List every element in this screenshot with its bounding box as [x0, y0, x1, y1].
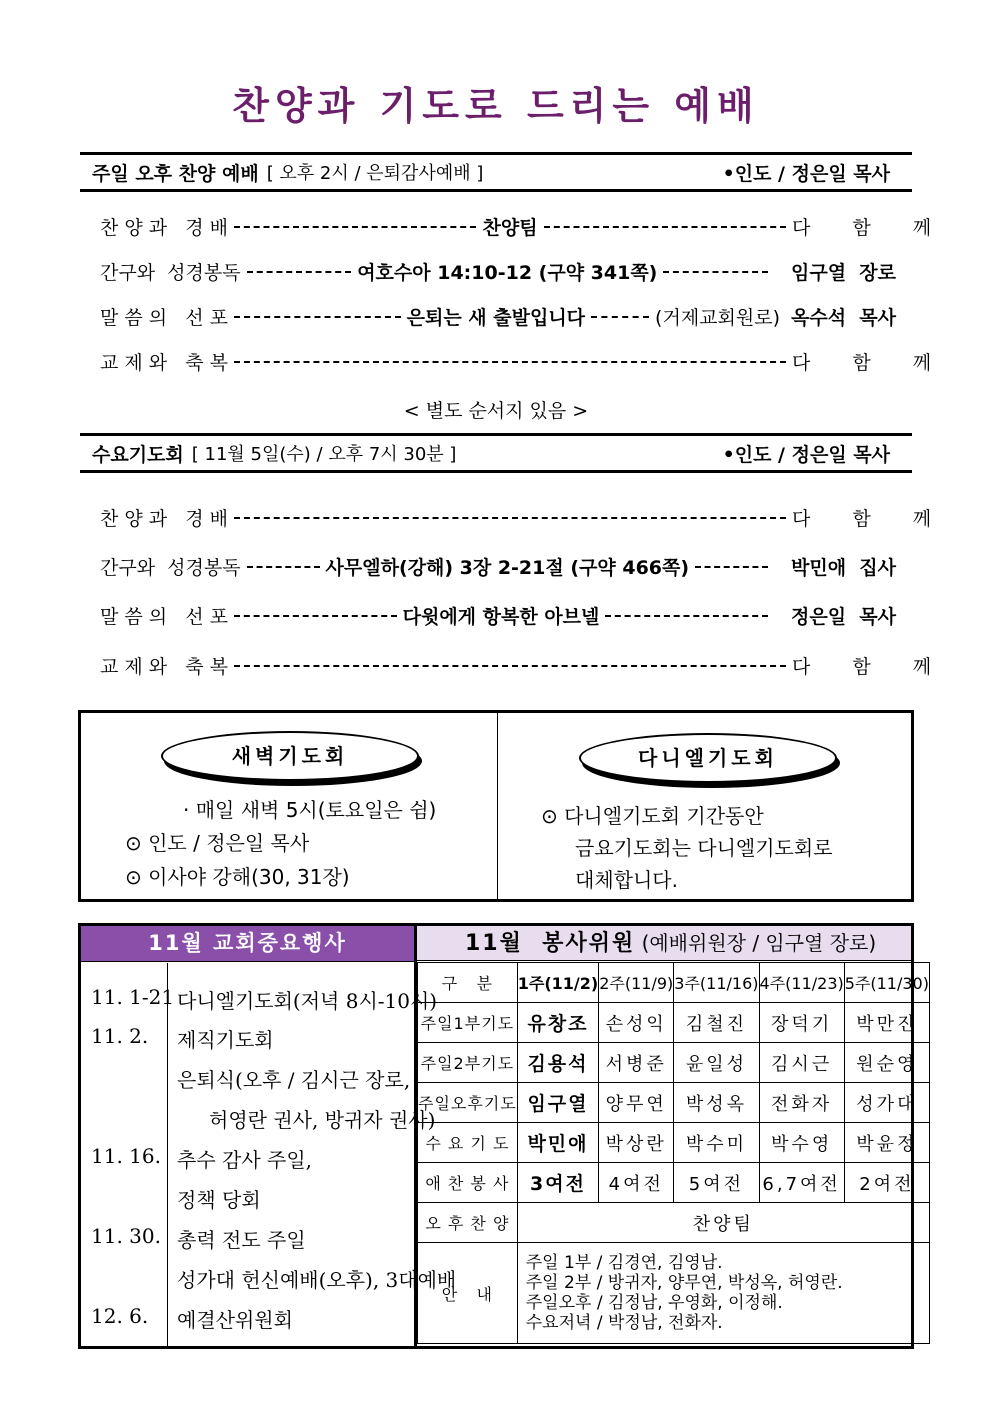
order-label: 교 제 와 축 복 — [100, 655, 229, 678]
table-cell: 손성익 — [599, 1003, 674, 1043]
order-label: 간구와 성경봉독 — [100, 261, 241, 284]
row-label: 애 찬 봉 사 — [418, 1163, 518, 1203]
dash-leader — [591, 316, 649, 318]
box-divider — [497, 713, 498, 899]
table-cell: 성가대 — [844, 1083, 929, 1123]
table-header-row — [418, 963, 930, 1003]
event-date: 11. 16. — [91, 1144, 161, 1168]
row-label: 오 후 찬 양 — [418, 1203, 518, 1243]
prayer-meetings-box — [78, 710, 914, 902]
table-cell: 김철진 — [674, 1003, 759, 1043]
table-cell: 박윤정 — [844, 1123, 929, 1163]
sunday-order-row — [100, 345, 950, 377]
dash-leader — [234, 665, 786, 667]
table-cell: 임구열 — [517, 1083, 598, 1123]
order-label: 찬 양 과 경 배 — [100, 507, 229, 530]
table-header-cell: 구 분 — [418, 963, 518, 1003]
event-date: 12. 6. — [91, 1304, 149, 1328]
dawn-prayer-line: ⊙ 이사야 강해(30, 31장) — [125, 865, 350, 889]
table-cell: 3여전 — [517, 1163, 598, 1203]
row-label: 수 요 기 도 — [418, 1123, 518, 1163]
table-cell: 박민애 — [517, 1123, 598, 1163]
order-label: 말 씀 의 선 포 — [100, 605, 229, 628]
service-table — [417, 962, 930, 1344]
wednesday-order-row — [100, 599, 896, 631]
event-date: 11. 1-21 — [91, 985, 175, 1009]
events-date-divider — [167, 963, 168, 1346]
order-content: 찬양팀 — [482, 216, 538, 239]
event-text: 예결산위원회 — [177, 1308, 293, 1332]
order-label: 말 씀 의 선 포 — [100, 306, 229, 329]
table-cell: 4여전 — [599, 1163, 674, 1203]
sunday-service-header — [80, 152, 912, 192]
daniel-prayer-line: 금요기도회는 다니엘기도회로 — [575, 836, 833, 860]
row-label: 주일2부기도 — [418, 1043, 518, 1083]
table-cell: 유창조 — [517, 1003, 598, 1043]
table-cell: 양무연 — [599, 1083, 674, 1123]
dawn-prayer-line: · 매일 새벽 5시(토요일은 쉼) — [183, 798, 437, 822]
event-text: 총력 전도 주일 — [177, 1228, 306, 1252]
row-label: 주일1부기도 — [418, 1003, 518, 1043]
dash-leader — [663, 271, 768, 273]
table-header-cell: 1주(11/2) — [517, 963, 598, 1003]
table-cell: 장덕기 — [759, 1003, 844, 1043]
service-header — [417, 926, 911, 961]
order-person: 다 함 께 — [792, 655, 950, 678]
table-cell: 김시근 — [759, 1043, 844, 1083]
choir-cell: 찬양팀 — [517, 1203, 929, 1243]
order-person: 정은일 목사 — [791, 605, 897, 628]
service-title: 11월 봉사위원 — [465, 931, 636, 956]
order-label: 찬 양 과 경 배 — [100, 216, 229, 239]
table-cell: 서병준 — [599, 1043, 674, 1083]
table-row — [418, 1083, 930, 1123]
event-text: 제직기도회 — [177, 1028, 274, 1052]
table-cell: 2여전 — [844, 1163, 929, 1203]
table-header-cell: 5주(11/30) — [844, 963, 929, 1003]
event-date: 11. 30. — [91, 1224, 161, 1248]
order-person: 다 함 께 — [792, 507, 950, 530]
order-content: 다윗에게 항복한 아브넬 — [402, 605, 600, 628]
table-cell: 박수미 — [674, 1123, 759, 1163]
notice-line: 주일 2부 / 방귀자, 양무연, 박성옥, 허영란. — [525, 1273, 843, 1293]
dash-leader — [605, 615, 768, 617]
daniel-prayer-title: 다니엘기도회 — [579, 733, 837, 783]
notice-cell — [517, 1243, 929, 1344]
row-label: 안 내 — [418, 1243, 518, 1344]
service-subtitle: (예배위원장 / 임구열 장로) — [641, 931, 877, 955]
sunday-service-sub: [ 오후 2시 / 은퇴감사예배 ] — [266, 163, 484, 184]
table-cell: 전화자 — [759, 1083, 844, 1123]
daniel-prayer-line: ⊙ 다니엘기도회 기간동안 — [541, 804, 764, 828]
dash-leader — [695, 566, 768, 568]
sunday-order-row — [100, 210, 950, 242]
dash-leader — [247, 566, 320, 568]
table-header-cell: 3주(11/16) — [674, 963, 759, 1003]
dash-leader — [234, 517, 786, 519]
separate-program-note: < 별도 순서지 있음 > — [403, 400, 589, 422]
notice-line: 수요저녁 / 박정남, 전화자. — [525, 1313, 723, 1333]
bottom-panel — [78, 923, 929, 1349]
table-header-cell: 4주(11/23) — [759, 963, 844, 1003]
table-header-cell: 2주(11/9) — [599, 963, 674, 1003]
dash-leader — [247, 271, 352, 273]
event-text: 정책 당회 — [177, 1188, 261, 1212]
sunday-service-lead: •인도 / 정은일 목사 — [722, 162, 890, 185]
wednesday-order-row — [100, 550, 896, 582]
daniel-prayer-line: 대체합니다. — [575, 868, 678, 892]
wednesday-order-row — [100, 501, 950, 533]
events-title: 11월 교회중요행사 — [81, 926, 414, 962]
table-cell: 박성옥 — [674, 1083, 759, 1123]
table-cell: 박상란 — [599, 1123, 674, 1163]
sunday-service-name: 주일 오후 찬양 예배 — [92, 162, 259, 185]
order-person: 박민애 집사 — [791, 556, 897, 579]
table-cell: 김용석 — [517, 1043, 598, 1083]
notice-line: 주일 1부 / 김경연, 김영남. — [525, 1253, 723, 1273]
sunday-order-row — [100, 255, 896, 287]
table-cell: 5여전 — [674, 1163, 759, 1203]
table-cell: 6,7여전 — [759, 1163, 844, 1203]
order-content: 여호수아 14:10-12 (구약 341쪽) — [357, 261, 658, 284]
order-label: 교 제 와 축 복 — [100, 351, 229, 374]
order-person: 옥수석 목사 — [791, 306, 896, 329]
dawn-prayer-title: 새벽기도회 — [161, 731, 419, 781]
event-text: 은퇴식(오후 / 김시근 장로, — [177, 1068, 411, 1092]
event-text: 성가대 헌신예배(오후), 3대예배 — [177, 1268, 457, 1292]
order-note: (거제교회원로) — [655, 306, 780, 329]
table-row — [418, 1243, 930, 1344]
table-row — [418, 1043, 930, 1083]
table-cell: 원순영 — [844, 1043, 929, 1083]
table-row — [418, 1203, 930, 1243]
order-content: 은퇴는 새 출발입니다 — [406, 306, 586, 329]
dash-leader — [234, 615, 397, 617]
table-row — [418, 1003, 930, 1043]
wednesday-service-name: 수요기도회 — [92, 443, 184, 466]
event-text: 허영란 권사, 방귀자 권사) — [209, 1108, 436, 1132]
order-person: 다 함 께 — [792, 216, 950, 239]
notice-line: 주일오후 / 김정남, 우영화, 이정해. — [525, 1293, 783, 1313]
row-label: 주일오후기도 — [418, 1083, 518, 1123]
events-list — [81, 963, 457, 1346]
wednesday-service-sub: [ 11월 5일(수) / 오후 7시 30분 ] — [191, 444, 457, 465]
table-row — [418, 1163, 930, 1203]
table-cell: 윤일성 — [674, 1043, 759, 1083]
wednesday-order-row — [100, 649, 950, 681]
dash-leader — [234, 361, 786, 363]
page-title: 찬양과 기도로 드리는 예배 — [232, 84, 760, 128]
order-content: 사무엘하(강해) 3장 2-21절 (구약 466쪽) — [325, 556, 690, 579]
event-date: 11. 2. — [91, 1024, 149, 1048]
table-row — [418, 1123, 930, 1163]
sunday-order-row — [100, 300, 896, 332]
event-text: 다니엘기도회(저녁 8시-10시) — [177, 989, 438, 1013]
dash-leader — [234, 226, 476, 228]
wednesday-service-header — [80, 433, 912, 473]
dawn-prayer-line: ⊙ 인도 / 정은일 목사 — [125, 831, 310, 855]
table-cell: 박만진 — [844, 1003, 929, 1043]
table-cell: 박수영 — [759, 1123, 844, 1163]
order-person: 임구열 장로 — [791, 261, 896, 284]
order-person: 다 함 께 — [792, 351, 950, 374]
wednesday-service-lead: •인도 / 정은일 목사 — [722, 443, 890, 466]
order-label: 간구와 성경봉독 — [100, 556, 241, 579]
dash-leader — [234, 316, 401, 318]
event-text: 추수 감사 주일, — [177, 1148, 312, 1172]
dash-leader — [544, 226, 786, 228]
